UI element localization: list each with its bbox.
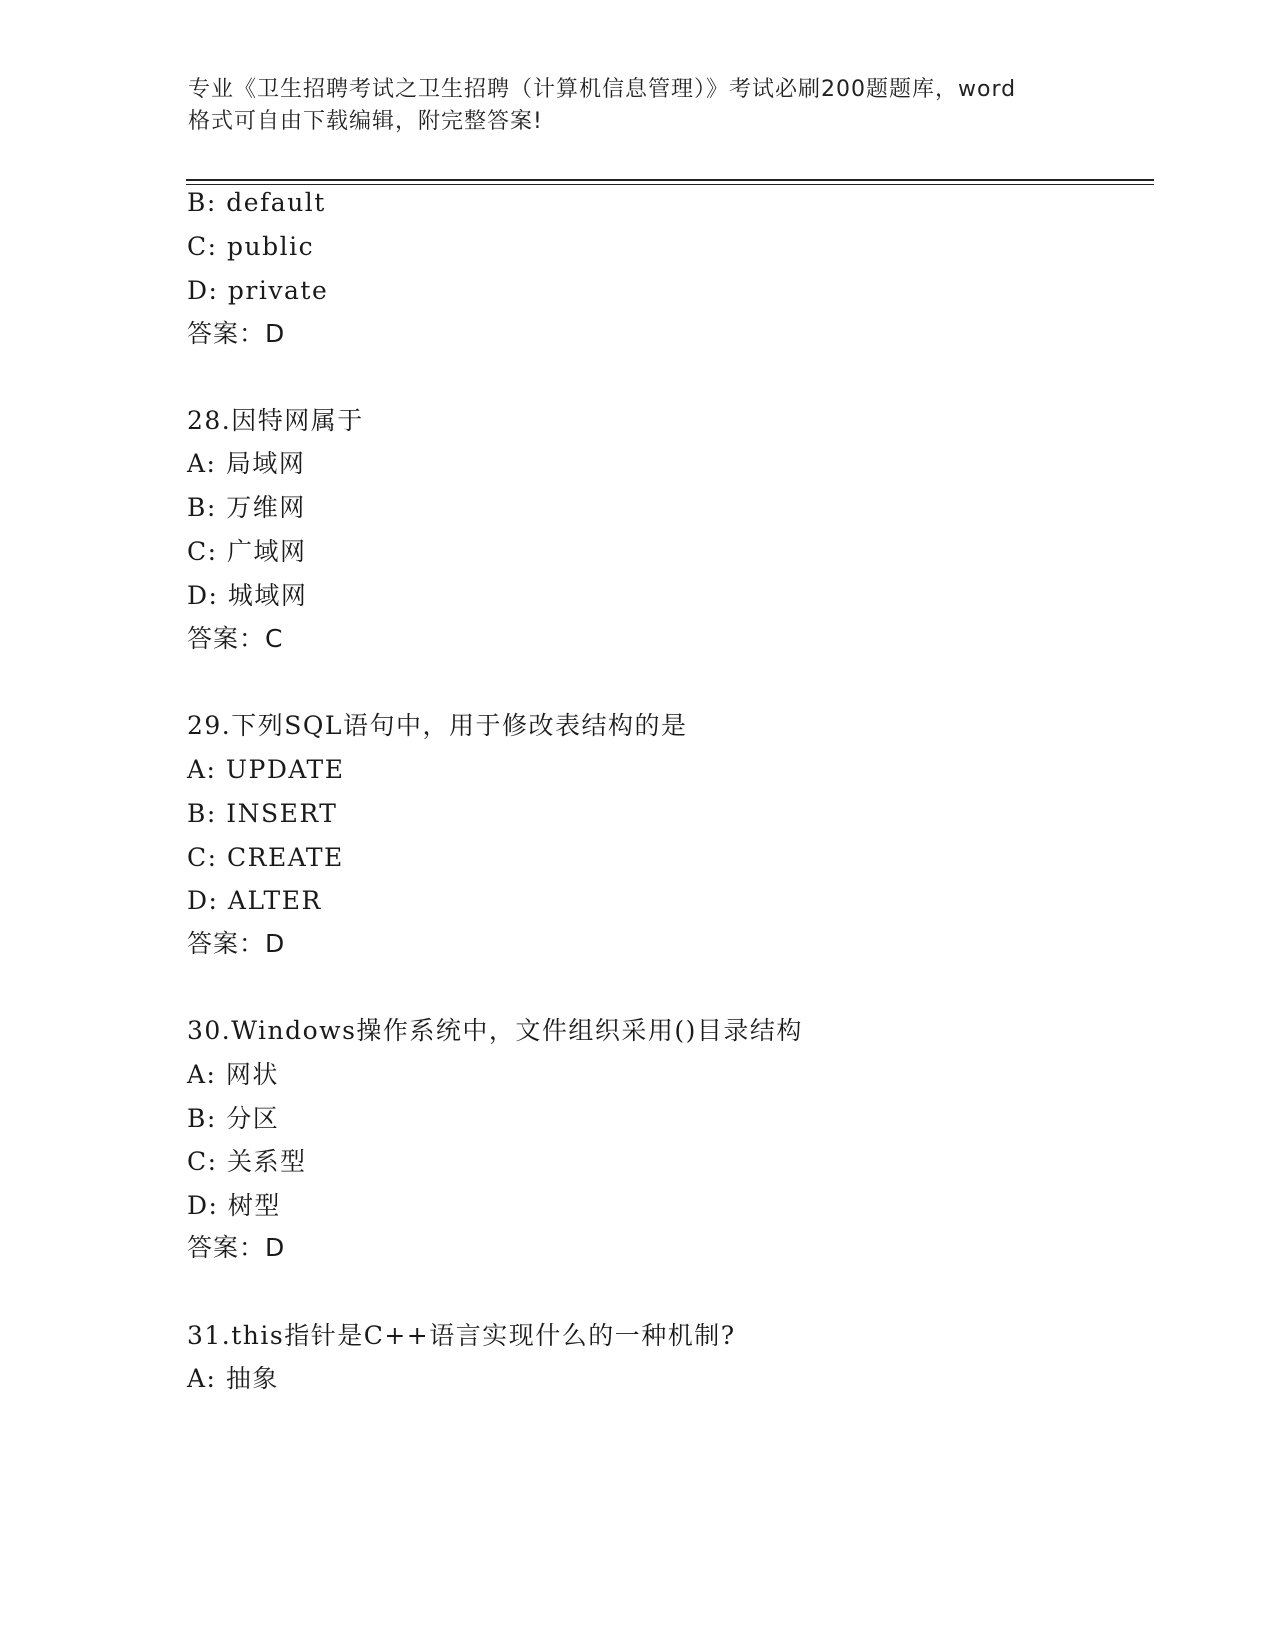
question-stem: 31.this指针是C++语言实现什么的一种机制? bbox=[187, 1321, 736, 1350]
answer-line: 答案：D bbox=[187, 929, 286, 958]
header-title-line-2: 格式可自由下载编辑，附完整答案! bbox=[188, 109, 543, 134]
option-d: D: 树型 bbox=[187, 1191, 281, 1220]
option-a: A: 网状 bbox=[187, 1060, 279, 1089]
answer-line: 答案：C bbox=[187, 624, 284, 653]
option-a: A: UPDATE bbox=[187, 755, 345, 784]
option-a: A: 抽象 bbox=[187, 1364, 279, 1393]
option-b: B: 分区 bbox=[187, 1104, 280, 1133]
answer-line: 答案：D bbox=[187, 319, 286, 348]
option-c: C: CREATE bbox=[187, 843, 344, 872]
option-d: D: 城域网 bbox=[187, 581, 308, 610]
option-c: C: 关系型 bbox=[187, 1147, 307, 1176]
header-title-line-1: 专业《卫生招聘考试之卫生招聘（计算机信息管理）》考试必刷200题题库，word bbox=[188, 77, 1017, 102]
option-c: C: public bbox=[187, 232, 315, 261]
option-d: D: ALTER bbox=[187, 886, 322, 915]
answer-line: 答案：D bbox=[187, 1233, 286, 1262]
question-stem: 28.因特网属于 bbox=[187, 406, 364, 435]
header-divider bbox=[186, 179, 1154, 185]
page-header bbox=[188, 74, 1088, 138]
option-b: B: 万维网 bbox=[187, 493, 306, 522]
option-c: C: 广域网 bbox=[187, 537, 307, 566]
question-stem: 29.下列SQL语句中，用于修改表结构的是 bbox=[187, 711, 688, 740]
option-d: D: private bbox=[187, 276, 329, 305]
option-b: B: INSERT bbox=[187, 799, 338, 828]
question-stem: 30.Windows操作系统中，文件组织采用()目录结构 bbox=[187, 1016, 803, 1045]
option-b: B: default bbox=[187, 188, 326, 217]
option-a: A: 局域网 bbox=[187, 449, 306, 478]
